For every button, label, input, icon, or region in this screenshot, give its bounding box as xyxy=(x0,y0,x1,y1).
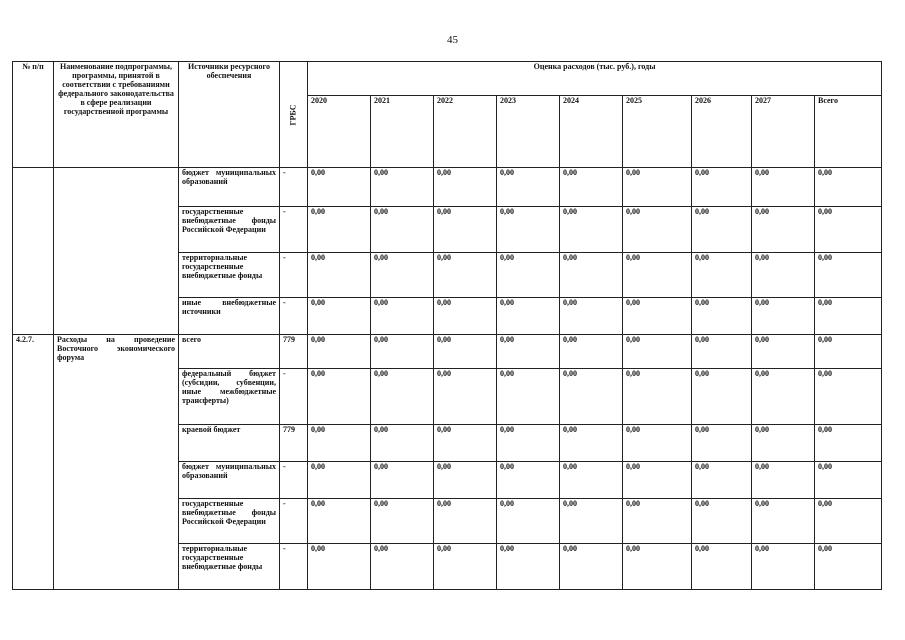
cell-grbs: - xyxy=(280,253,308,298)
cell-total: 0,00 xyxy=(815,369,882,425)
cell-value: 0,00 xyxy=(623,335,692,369)
cell-value: 0,00 xyxy=(560,168,623,207)
cell-value: 0,00 xyxy=(752,335,815,369)
cell-no xyxy=(13,168,54,335)
cell-value: 0,00 xyxy=(434,335,497,369)
header-grbs-label: ГРБС xyxy=(288,104,298,125)
cell-value: 0,00 xyxy=(560,369,623,425)
cell-value: 0,00 xyxy=(434,298,497,335)
header-year: 2021 xyxy=(371,96,434,168)
cell-value: 0,00 xyxy=(623,369,692,425)
table-row xyxy=(13,168,882,207)
cell-no: 4.2.7. xyxy=(13,335,54,590)
cell-value: 0,00 xyxy=(308,253,371,298)
cell-grbs: - xyxy=(280,499,308,544)
header-no: № п/п xyxy=(13,62,54,168)
cell-value: 0,00 xyxy=(371,499,434,544)
cell-total: 0,00 xyxy=(815,425,882,462)
header-expenses: Оценка расходов (тыс. руб.), годы xyxy=(308,62,882,96)
cell-value: 0,00 xyxy=(497,499,560,544)
cell-value: 0,00 xyxy=(623,253,692,298)
cell-value: 0,00 xyxy=(308,298,371,335)
cell-value: 0,00 xyxy=(497,369,560,425)
header-year: 2022 xyxy=(434,96,497,168)
cell-value: 0,00 xyxy=(623,499,692,544)
cell-value: 0,00 xyxy=(560,499,623,544)
cell-value: 0,00 xyxy=(497,462,560,499)
cell-source: государственные внебюджетные фонды Российской Федерации xyxy=(179,207,280,253)
header-year: 2020 xyxy=(308,96,371,168)
cell-value: 0,00 xyxy=(497,425,560,462)
cell-value: 0,00 xyxy=(434,168,497,207)
cell-value: 0,00 xyxy=(692,168,752,207)
header-source: Источники ресурсного обеспечения xyxy=(179,62,280,168)
header-grbs xyxy=(280,62,308,168)
cell-value: 0,00 xyxy=(623,298,692,335)
table-body xyxy=(13,168,882,590)
cell-grbs: - xyxy=(280,298,308,335)
cell-value: 0,00 xyxy=(371,425,434,462)
header-year: 2024 xyxy=(560,96,623,168)
cell-value: 0,00 xyxy=(371,298,434,335)
cell-value: 0,00 xyxy=(752,425,815,462)
cell-value: 0,00 xyxy=(560,207,623,253)
page-number: 45 xyxy=(447,34,458,46)
cell-value: 0,00 xyxy=(308,462,371,499)
table-row xyxy=(13,335,882,369)
cell-value: 0,00 xyxy=(371,207,434,253)
cell-value: 0,00 xyxy=(308,207,371,253)
cell-source: всего xyxy=(179,335,280,369)
header-total: Всего xyxy=(815,96,882,168)
cell-value: 0,00 xyxy=(434,462,497,499)
cell-value: 0,00 xyxy=(497,544,560,590)
cell-source: бюджет муниципальных образований xyxy=(179,462,280,499)
header-year: 2026 xyxy=(692,96,752,168)
cell-value: 0,00 xyxy=(692,298,752,335)
cell-value: 0,00 xyxy=(692,499,752,544)
cell-total: 0,00 xyxy=(815,335,882,369)
cell-value: 0,00 xyxy=(692,335,752,369)
cell-value: 0,00 xyxy=(692,369,752,425)
cell-name: Расходы на проведение Восточного экономического форума xyxy=(54,335,179,590)
cell-source: федеральный бюджет (субсидии, субвенции, иные межбюджетные трансферты) xyxy=(179,369,280,425)
cell-source: территориальные государственные внебюджетные фонды xyxy=(179,253,280,298)
cell-source: иные внебюджетные источники xyxy=(179,298,280,335)
cell-total: 0,00 xyxy=(815,462,882,499)
cell-value: 0,00 xyxy=(497,168,560,207)
cell-value: 0,00 xyxy=(560,544,623,590)
cell-value: 0,00 xyxy=(497,335,560,369)
header-year: 2027 xyxy=(752,96,815,168)
cell-value: 0,00 xyxy=(371,462,434,499)
cell-total: 0,00 xyxy=(815,499,882,544)
cell-value: 0,00 xyxy=(752,369,815,425)
expenses-table xyxy=(12,61,882,590)
cell-source: краевой бюджет xyxy=(179,425,280,462)
cell-value: 0,00 xyxy=(692,253,752,298)
cell-value: 0,00 xyxy=(752,207,815,253)
cell-value: 0,00 xyxy=(434,253,497,298)
cell-value: 0,00 xyxy=(623,462,692,499)
cell-source: бюджет муниципальных образований xyxy=(179,168,280,207)
cell-value: 0,00 xyxy=(560,425,623,462)
cell-value: 0,00 xyxy=(308,369,371,425)
cell-value: 0,00 xyxy=(752,298,815,335)
cell-value: 0,00 xyxy=(308,168,371,207)
cell-value: 0,00 xyxy=(497,207,560,253)
header-name: Наименование подпрограммы, программы, принятой в соответствии с требованиями федерального законодательства в сфере реализации государственной программы xyxy=(54,62,179,168)
cell-value: 0,00 xyxy=(371,253,434,298)
cell-value: 0,00 xyxy=(692,207,752,253)
cell-grbs: - xyxy=(280,168,308,207)
cell-value: 0,00 xyxy=(434,544,497,590)
cell-value: 0,00 xyxy=(623,207,692,253)
cell-value: 0,00 xyxy=(752,253,815,298)
cell-grbs: - xyxy=(280,544,308,590)
cell-grbs: 779 xyxy=(280,425,308,462)
cell-value: 0,00 xyxy=(308,425,371,462)
cell-value: 0,00 xyxy=(434,499,497,544)
cell-value: 0,00 xyxy=(434,207,497,253)
cell-value: 0,00 xyxy=(623,544,692,590)
cell-total: 0,00 xyxy=(815,207,882,253)
cell-value: 0,00 xyxy=(371,369,434,425)
cell-value: 0,00 xyxy=(752,499,815,544)
cell-value: 0,00 xyxy=(497,253,560,298)
cell-value: 0,00 xyxy=(371,544,434,590)
cell-grbs: 779 xyxy=(280,335,308,369)
cell-value: 0,00 xyxy=(623,425,692,462)
cell-value: 0,00 xyxy=(752,168,815,207)
cell-grbs: - xyxy=(280,462,308,499)
cell-total: 0,00 xyxy=(815,253,882,298)
cell-value: 0,00 xyxy=(308,544,371,590)
cell-value: 0,00 xyxy=(560,298,623,335)
cell-value: 0,00 xyxy=(560,462,623,499)
cell-value: 0,00 xyxy=(308,335,371,369)
cell-value: 0,00 xyxy=(692,544,752,590)
cell-total: 0,00 xyxy=(815,298,882,335)
cell-total: 0,00 xyxy=(815,168,882,207)
cell-value: 0,00 xyxy=(692,425,752,462)
cell-value: 0,00 xyxy=(752,544,815,590)
cell-source: государственные внебюджетные фонды Российской Федерации xyxy=(179,499,280,544)
cell-value: 0,00 xyxy=(560,253,623,298)
cell-value: 0,00 xyxy=(497,298,560,335)
cell-value: 0,00 xyxy=(371,335,434,369)
cell-value: 0,00 xyxy=(308,499,371,544)
cell-value: 0,00 xyxy=(560,335,623,369)
cell-value: 0,00 xyxy=(434,425,497,462)
cell-value: 0,00 xyxy=(692,462,752,499)
cell-name xyxy=(54,168,179,335)
cell-value: 0,00 xyxy=(371,168,434,207)
cell-grbs: - xyxy=(280,207,308,253)
cell-value: 0,00 xyxy=(434,369,497,425)
cell-value: 0,00 xyxy=(623,168,692,207)
cell-grbs: - xyxy=(280,369,308,425)
header-year: 2025 xyxy=(623,96,692,168)
cell-value: 0,00 xyxy=(752,462,815,499)
header-year: 2023 xyxy=(497,96,560,168)
cell-source: территориальные государственные внебюджетные фонды xyxy=(179,544,280,590)
cell-total: 0,00 xyxy=(815,544,882,590)
